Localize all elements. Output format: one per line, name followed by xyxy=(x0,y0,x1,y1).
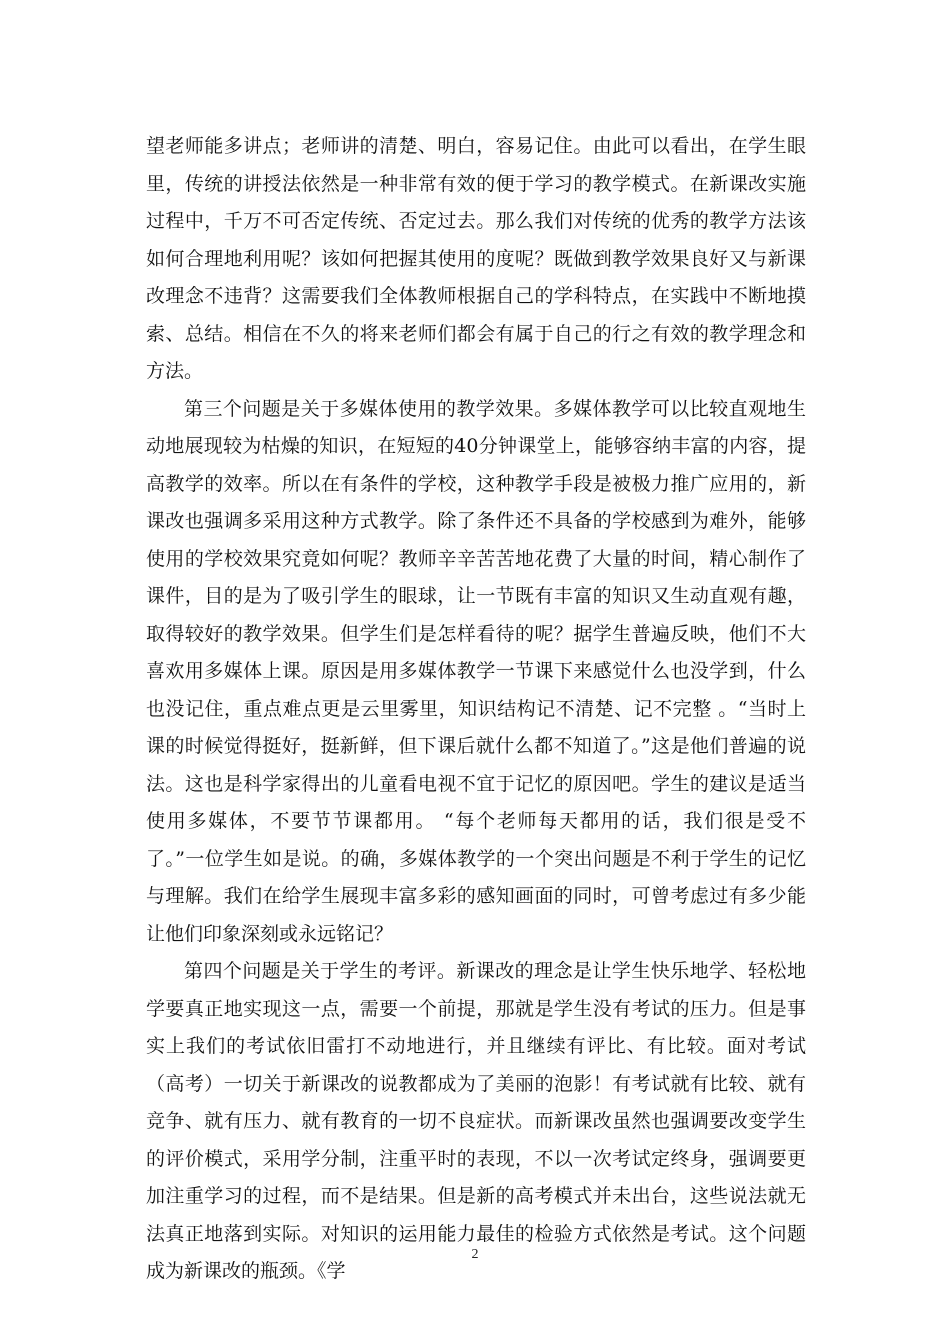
document-body xyxy=(146,128,806,1291)
paragraph-2: 第三个问题是关于多媒体使用的教学效果。多媒体教学可以比较直观地生动地展现较为枯燥的知识，在短短的40分钟课堂上，能够容纳丰富的内容，提高教学的效率。所以在有条件的学校，这种教学手段是被极力推广应用的，新课改也强调多采用这种方式教学。除了条件还不具备的学校感到为难外，能够使用的学校效果究竟如何呢？教师辛辛苦苦地花费了大量的时间，精心制作了课件，目的是为了吸引学生的眼球，让一节既有丰富的知识又生动直观有趣，取得较好的教学效果。但学生们是怎样看待的呢？据学生普遍反映，他们不大喜欢用多媒体上课。原因是用多媒体教学一节课下来感觉什么也没学到，什么也没记住，重点难点更是云里雾里，知识结构记不清楚、记不完整 。“当时上课的时候觉得挺好，挺新鲜，但下课后就什么都不知道了。”这是他们普遍的说法。这也是科学家得出的儿童看电视不宜于记忆的原因吧。学生的建议是适当使用多媒体，不要节节课都用。 “每个老师每天都用的话，我们很是受不了。”一位学生如是说。的确，多媒体教学的一个突出问题是不利于学生的记忆与理解。我们在给学生展现丰富多彩的感知画面的同时，可曾考虑过有多少能让他们印象深刻或永远铭记？ xyxy=(146,397,806,945)
page-number: 2 xyxy=(471,1247,479,1262)
paragraph-1: 望老师能多讲点；老师讲的清楚、明白，容易记住。由此可以看出，在学生眼里，传统的讲授法依然是一种非常有效的便于学习的教学模式。在新课改实施过程中，千万不可否定传统、否定过去。那么我们对传统的优秀的教学方法该如何合理地利用呢？该如何把握其使用的度呢？既做到教学效果良好又与新课改理念不违背？这需要我们全体教师根据自己的学科特点，在实践中不断地摸索、总结。相信在不久的将来老师们都会有属于自己的行之有效的教学理念和方法。 xyxy=(146,135,806,382)
paragraph-3: 第四个问题是关于学生的考评。新课改的理念是让学生快乐地学、轻松地学要真正地实现这一点，需要一个前提，那就是学生没有考试的压力。但是事实上我们的考试依旧雷打不动地进行，并且继续有评比、有比较。面对考试（高考）一切关于新课改的说教都成为了美丽的泡影！有考试就有比较、就有竞争、就有压力、就有教育的一切不良症状。而新课改虽然也强调要改变学生的评价模式，采用学分制，注重平时的表现，不以一次考试定终身，强调要更加注重学习的过程，而不是结果。但是新的高考模式并未出台，这些说法就无法真正地落到实际。对知识的运用能力最佳的检验方式依然是考试。这个问题成为新课改的瓶颈。《学 xyxy=(146,960,806,1282)
